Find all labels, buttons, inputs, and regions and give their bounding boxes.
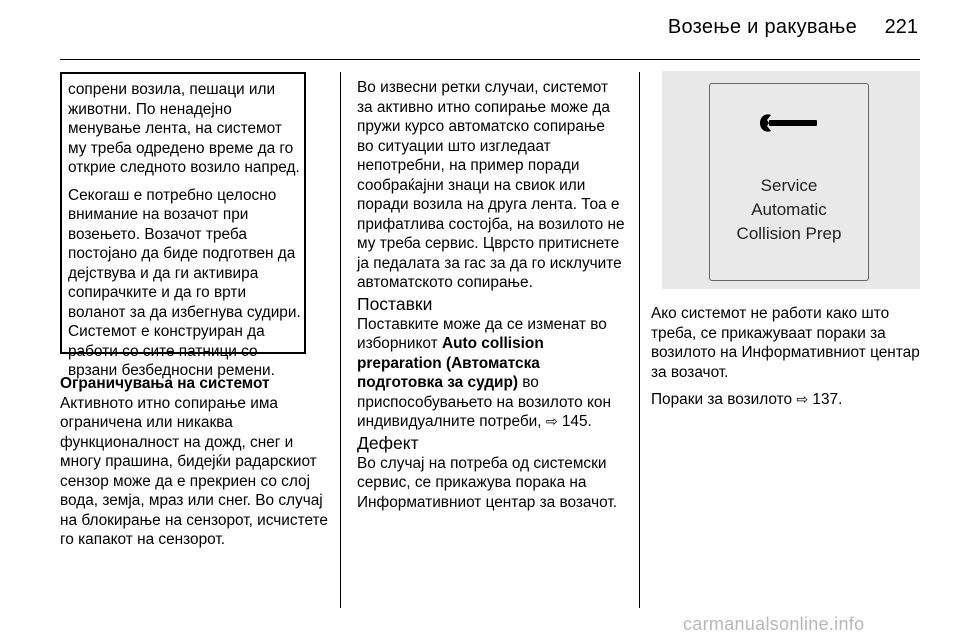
settings-paragraph: [357, 315, 625, 432]
display-line-service: Service: [760, 176, 818, 195]
vehicle-messages-ref: [651, 390, 923, 410]
middle-column-text: [357, 78, 625, 512]
limitations-subheading: Ограничувања на системот: [60, 375, 270, 392]
display-illustration: [662, 71, 920, 289]
driver-info-display: [709, 83, 869, 281]
page-header-title: Возење и ракување: [667, 16, 857, 38]
watermark: carmanualsonline.info: [683, 614, 865, 634]
column-divider-left: [340, 72, 341, 608]
page-number: 221: [884, 16, 918, 38]
display-line-collision-prep: Collision Prep: [736, 224, 842, 243]
settings-menu-name: Auto collision preparation (Автоматска подготовка за судир): [357, 335, 544, 391]
wrench-icon: [758, 112, 820, 134]
warning-paragraph: сопрени возила, пешаци или животни. По ненадејно менување лента, на системот му треба одредено време да го открие следното возило напред.: [68, 81, 300, 176]
settings-text: во приспособувањето на возилото кон индивидуалните потреби,: [357, 374, 611, 430]
reference-arrow-icon: ⇨: [545, 413, 558, 429]
vehicle-messages-page-ref: 137.: [812, 391, 843, 408]
warning-paragraph: Секогаш е потребно целосно внимание на возачот при возењето. Возачот треба постојано да биде подготвен да дејствува и да ги активира сопирачките и да го врти воланот за да избегнува судири. Системот е конструиран да работи со сите патници со врзани безбедносни ремени.: [68, 186, 301, 379]
warning-box: [60, 72, 306, 379]
malfunction-paragraph: Ако системот не работи како што треба, се прикажуваат пораки за возилото на Информативниот центар за возачот.: [651, 305, 920, 381]
display-line-automatic: Automatic: [751, 200, 827, 219]
fault-heading: Дефект: [357, 432, 419, 453]
reference-arrow-icon: ⇨: [796, 391, 809, 407]
limitations-paragraph: Активното итно сопирање има ограничена или никаква функционалност на дожд, снег и многу прашина, бидејќи радарскиот сензор може да е прекриен со слој вода, земја, мраз или снег. Во случај на блокирање на сензорот, исчистете го капакот на сензорот.: [60, 394, 328, 548]
settings-text: Поставките може да се изменат во изборникот: [357, 315, 607, 352]
header-rule: [60, 59, 920, 60]
column-divider-right: [639, 72, 640, 608]
vehicle-messages-text: Пораки за возилото: [651, 391, 797, 408]
left-column-text: [60, 374, 332, 550]
false-braking-paragraph: Во извесни ретки случаи, системот за активно итно сопирање може да пружи курсо автоматско сопирање во ситуации што изгледаат непотребни, на пример поради сообраќајни знаци на свиок или поради возила на друга лента. Тоа е прифатлива состојба, на возилото не му треба сервис. Цврсто притиснете ја педалата за гас за да го исклучите автоматското сопирање.: [357, 79, 625, 291]
settings-page-ref: 145.: [561, 413, 592, 430]
right-column-text: [651, 304, 923, 410]
fault-paragraph: Во случај на потреба од системски сервис, се прикажува порака на Информативниот центар за возачот.: [357, 454, 618, 511]
settings-heading: Поставки: [357, 293, 433, 314]
